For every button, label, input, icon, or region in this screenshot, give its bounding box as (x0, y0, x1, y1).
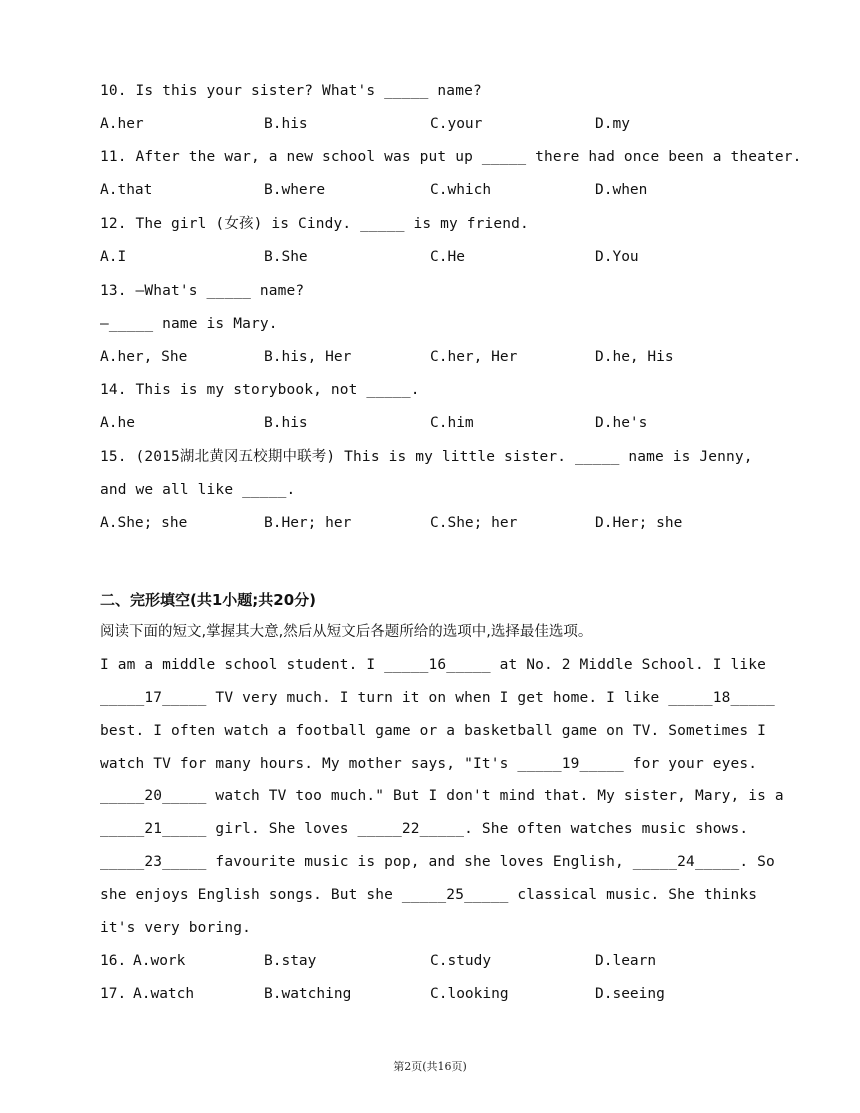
passage-line: best. I often watch a football game or a basketball game on TV. Sometimes I (100, 723, 766, 739)
page-footer: 第2页(共16页) (393, 1060, 467, 1073)
question-10-stem: 10. Is this your sister? What's _____ name? (100, 83, 482, 99)
question-15-stem: 15. (2015湖北黄冈五校期中联考) This is my little sister. _____ name is Jenny, (100, 449, 753, 465)
question-13-stem-line2: —_____ name is Mary. (100, 316, 278, 332)
question-12-option-c: C.He (430, 249, 465, 265)
question-13-option-a: A.her, She (100, 349, 188, 365)
question-10-option-c: C.your (430, 116, 483, 132)
question-11-stem: 11. After the war, a new school was put up _____ there had once been a theater. (100, 149, 802, 165)
question-13-stem: 13. —What's _____ name? (100, 283, 305, 299)
question-16-option-c: C.study (430, 953, 492, 969)
section-instruction: 阅读下面的短文,掌握其大意,然后从短文后各题所给的选项中,选择最佳选项。 (100, 624, 593, 640)
question-14-option-d: D.he's (595, 415, 648, 431)
question-16-number: 16. (100, 953, 127, 969)
question-17-option-a: A.watch (133, 986, 195, 1002)
question-12-option-b: B.She (264, 249, 308, 265)
question-11-option-b: B.where (264, 182, 326, 198)
question-13-option-c: C.her, Her (430, 349, 518, 365)
passage-line: I am a middle school student. I _____16_____ at No. 2 Middle School. I like (100, 657, 766, 673)
question-15-option-d: D.Her; she (595, 515, 683, 531)
section-heading: 二、完形填空(共1小题;共20分) (100, 591, 317, 609)
question-11-option-c: C.which (430, 182, 492, 198)
question-17-option-b: B.watching (264, 986, 352, 1002)
question-15-option-b: B.Her; her (264, 515, 352, 531)
question-16-option-a: A.work (133, 953, 186, 969)
passage-line: _____20_____ watch TV too much." But I don't mind that. My sister, Mary, is a (100, 788, 784, 804)
question-16-option-b: B.stay (264, 953, 317, 969)
question-11-option-d: D.when (595, 182, 648, 198)
question-17-option-c: C.looking (430, 986, 509, 1002)
question-14-option-a: A.he (100, 415, 135, 431)
question-12-option-d: D.You (595, 249, 639, 265)
question-12-option-a: A.I (100, 249, 127, 265)
question-13-option-d: D.he, His (595, 349, 674, 365)
passage-line: _____21_____ girl. She loves _____22_____. She often watches music shows. (100, 821, 749, 837)
question-10-option-b: B.his (264, 116, 308, 132)
question-15-stem-line2: and we all like _____. (100, 482, 296, 498)
question-14-option-b: B.his (264, 415, 308, 431)
question-13-option-b: B.his, Her (264, 349, 352, 365)
question-17-number: 17. (100, 986, 127, 1002)
question-14-stem: 14. This is my storybook, not _____. (100, 382, 420, 398)
question-17-option-d: D.seeing (595, 986, 665, 1002)
passage-line: she enjoys English songs. But she _____25_____ classical music. She thinks (100, 887, 758, 903)
passage-line: watch TV for many hours. My mother says, "It's _____19_____ for your eyes. (100, 756, 758, 772)
question-10-option-a: A.her (100, 116, 144, 132)
question-10-option-d: D.my (595, 116, 630, 132)
question-15-option-c: C.She; her (430, 515, 518, 531)
passage-line: _____23_____ favourite music is pop, and she loves English, _____24_____. So (100, 854, 775, 870)
question-16-option-d: D.learn (595, 953, 657, 969)
question-12-stem: 12. The girl (女孩) is Cindy. _____ is my friend. (100, 216, 529, 232)
passage-line: _____17_____ TV very much. I turn it on when I get home. I like _____18_____ (100, 690, 775, 706)
passage-line: it's very boring. (100, 920, 251, 936)
question-14-option-c: C.him (430, 415, 474, 431)
question-15-option-a: A.She; she (100, 515, 188, 531)
question-11-option-a: A.that (100, 182, 153, 198)
